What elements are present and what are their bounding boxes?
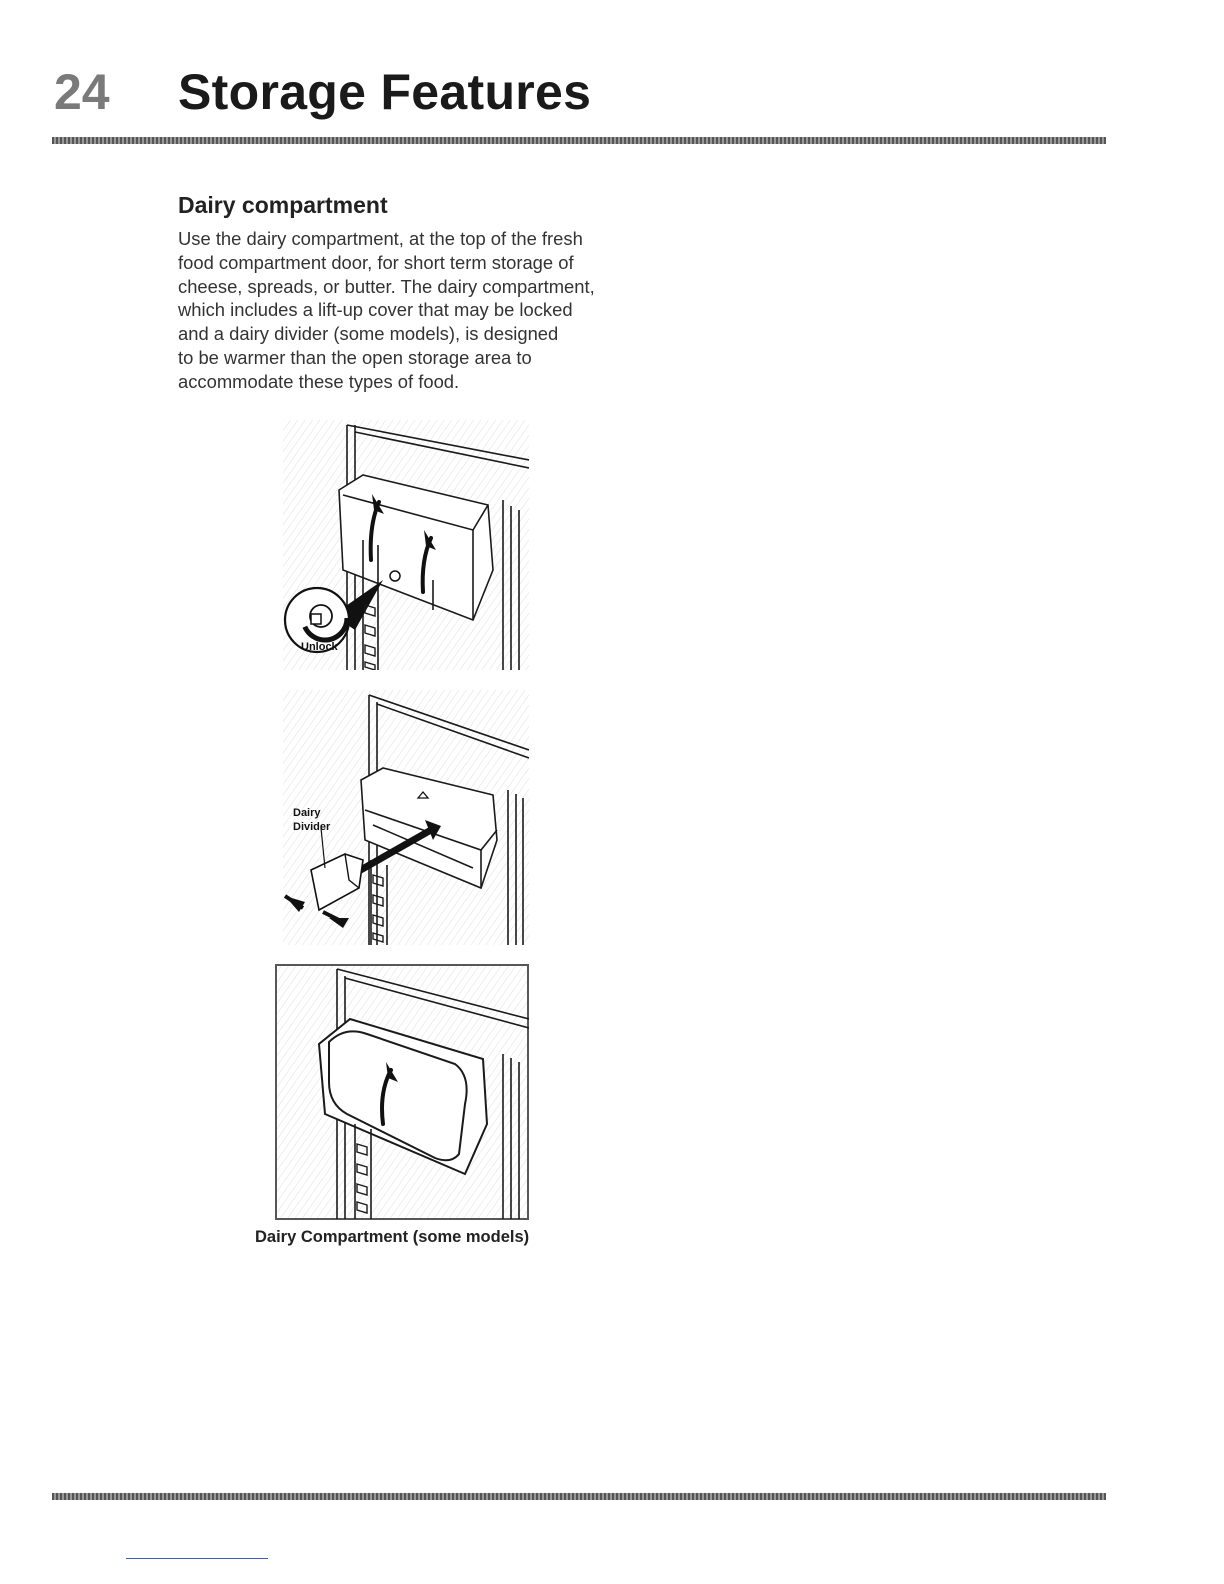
page-header: [52, 62, 1112, 122]
paragraph-line: accommodate these types of food.: [178, 370, 460, 392]
header-rule: [52, 137, 1106, 144]
divider-illustration: [283, 690, 529, 945]
figure-caption: Dairy Compartment (some models): [255, 1228, 530, 1246]
divider-label-line2: Divider: [293, 821, 331, 833]
body-paragraph: [178, 227, 638, 394]
paragraph-line: food compartment door, for short term storage of: [178, 251, 574, 273]
paragraph-line: which includes a lift-up cover that may be locked: [178, 299, 573, 321]
unlock-label: Unlock: [301, 641, 338, 653]
footer-rule: [52, 1493, 1106, 1500]
page-number: 24: [54, 64, 110, 120]
page-title: Storage Features: [178, 64, 592, 120]
dairy-label-line1: Dairy: [293, 807, 321, 819]
paragraph-line: and a dairy divider (some models), is designed: [178, 323, 559, 345]
figure-dairy-divider: [283, 690, 529, 945]
figure-unlock-cover: [283, 420, 529, 670]
figure-closed-compartment: [275, 964, 529, 1220]
unlock-illustration: [283, 420, 529, 670]
paragraph-line: cheese, spreads, or butter. The dairy compartment,: [178, 275, 595, 297]
closed-compartment-illustration: [275, 964, 529, 1220]
paragraph-line: Use the dairy compartment, at the top of the fresh: [178, 228, 583, 249]
paragraph-line: to be warmer than the open storage area to: [178, 346, 532, 368]
footer-link-underline: [126, 1558, 268, 1559]
section-heading: Dairy compartment: [178, 192, 388, 218]
